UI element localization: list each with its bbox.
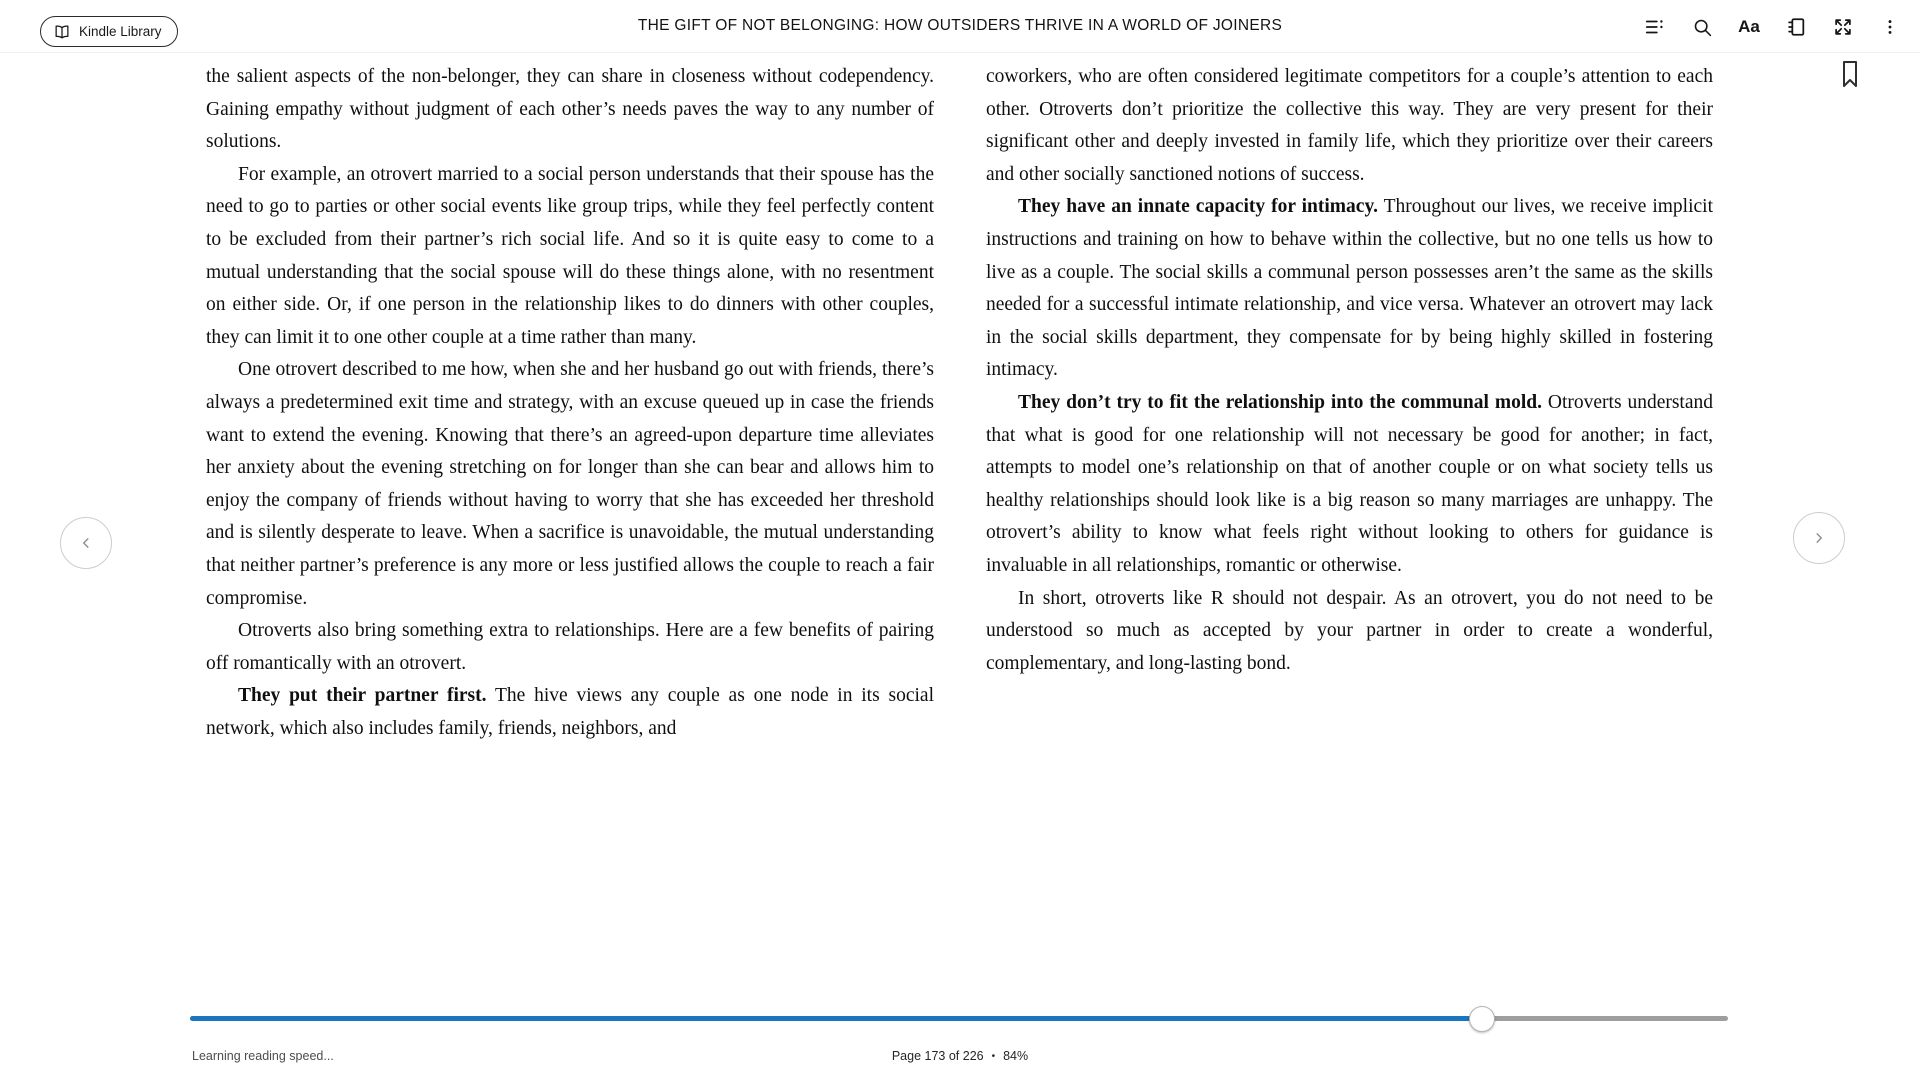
search-icon: [1692, 17, 1713, 38]
vertical-ellipsis-icon: [1880, 17, 1900, 37]
book-paragraph: They have an innate capacity for intimacy. Throughout our lives, we receive implicit instructions and training on how to behave within the collective, but no one tells us how to live as a couple. The social skills a communal person possesses aren’t the same as the skills needed for a successful intimate relationship, and vice versa. Whatever an otrovert may lack in the social skills department, they compensate for by being highly skilled in fostering intimacy.: [986, 196, 1713, 381]
book-paragraph: coworkers, who are often considered legitimate competitors for a couple’s attention to each other. Otroverts don’t prioritize the collective this way. They are very present for their significant other and deeply invested in family life, which they prioritize over their careers and other socially sanctioned notions of success.: [986, 66, 1713, 185]
kindle-library-button[interactable]: [40, 16, 178, 47]
book-paragraph: In short, otroverts like R should not despair. As an otrovert, you do not need to be understood so much as accepted by your partner in order to create a wonderful, complementary, and long-lasting bond.: [986, 587, 1713, 674]
reader-header: [0, 0, 1920, 53]
open-book-icon: [53, 23, 71, 41]
font-settings-button[interactable]: [1737, 15, 1761, 39]
chevron-right-icon: [1808, 527, 1830, 549]
book-paragraph: the salient aspects of the non-belonger, they can share in closeness without codependency. Gaining empathy without judgment of each other’s needs paves the way to any number of solutions.: [206, 66, 934, 153]
toc-list-icon: [1644, 16, 1666, 38]
page-number-label: Page 173 of 226: [891, 1049, 984, 1063]
font-settings-aa-icon: Aa: [1738, 17, 1760, 36]
fullscreen-button[interactable]: [1831, 15, 1855, 39]
chevron-left-icon: [75, 532, 97, 554]
percent-read-label: 84%: [1003, 1049, 1029, 1063]
previous-page-button[interactable]: [60, 517, 112, 569]
contents-notebook-button[interactable]: [1643, 15, 1667, 39]
book-title: THE GIFT OF NOT BELONGING: HOW OUTSIDERS THRIVE IN A WORLD OF JOINERS: [637, 17, 1283, 34]
page-layout-icon: [1785, 16, 1807, 38]
paragraph-bold-lead: They don’t try to fit the relationship into the communal mold.: [1018, 391, 1542, 413]
bookmark-icon: [1841, 60, 1859, 88]
book-paragraph: They put their partner first. The hive views any couple as one node in its social network, which also includes family, friends, neighbors, and: [206, 685, 934, 739]
bullet-separator: •: [991, 1050, 996, 1062]
paragraph-bold-lead: They have an innate capacity for intimacy.: [1018, 196, 1378, 218]
progress-fill: [190, 1016, 1482, 1021]
reader-toolbar: [1643, 11, 1902, 43]
text-column-left: [206, 61, 934, 745]
reading-speed-status: Learning reading speed...: [192, 1049, 334, 1063]
kindle-library-label: Kindle Library: [79, 24, 162, 39]
book-paragraph: One otrovert described to me how, when she and her husband go out with friends, there’s always a predetermined exit time and strategy, with an excuse queued up in case the friends want to extend the evening. Knowing that there’s an agreed-upon departure time alleviates her anxiety about the evening stretching on for longer than she can bear and allows him to enjoy the company of friends without having to worry that she has exceeded her threshold and is silently desperate to leave. When a sacrifice is unavoidable, the mutual understanding that neither partner’s preference is any more or less justified allows the couple to reach a fair compromise.: [206, 359, 934, 609]
more-options-button[interactable]: [1878, 15, 1902, 39]
fullscreen-expand-icon: [1832, 16, 1854, 38]
search-button[interactable]: [1690, 15, 1714, 39]
book-paragraph: For example, an otrovert married to a social person understands that their spouse has the need to go to parties or other social events like group trips, while they feel perfectly content to be excluded from their partner’s rich social life. And so it is quite easy to come to a mutual understanding that the social spouse will do these things alone, with no resentment on either side. Or, if one person in the relationship likes to do dinners with other couples, they can limit it to one other couple at a time rather than many.: [206, 163, 934, 348]
text-column-right: [986, 61, 1713, 680]
reading-progress-slider[interactable]: [190, 1010, 1728, 1026]
next-page-button[interactable]: [1793, 512, 1845, 564]
paragraph-bold-lead: They put their partner first.: [238, 685, 487, 707]
book-paragraph: They don’t try to fit the relationship into the communal mold. Otroverts understand that what is good for one relationship will not necessary be good for another; in fact, attempts to model one’s relationship on that of another couple or on what society tells us healthy relationships should look like is a big reason so many marriages are unhappy. The otrovert’s ability to know what feels right without looking to others for guidance is invaluable in all relationships, romantic or otherwise.: [986, 391, 1714, 576]
progress-knob[interactable]: [1469, 1006, 1495, 1032]
book-paragraph: Otroverts also bring something extra to relationships. Here are a few benefits of pairing off romantically with an otrovert.: [206, 620, 934, 674]
page-layout-button[interactable]: [1784, 15, 1808, 39]
bookmark-button[interactable]: [1841, 60, 1859, 88]
